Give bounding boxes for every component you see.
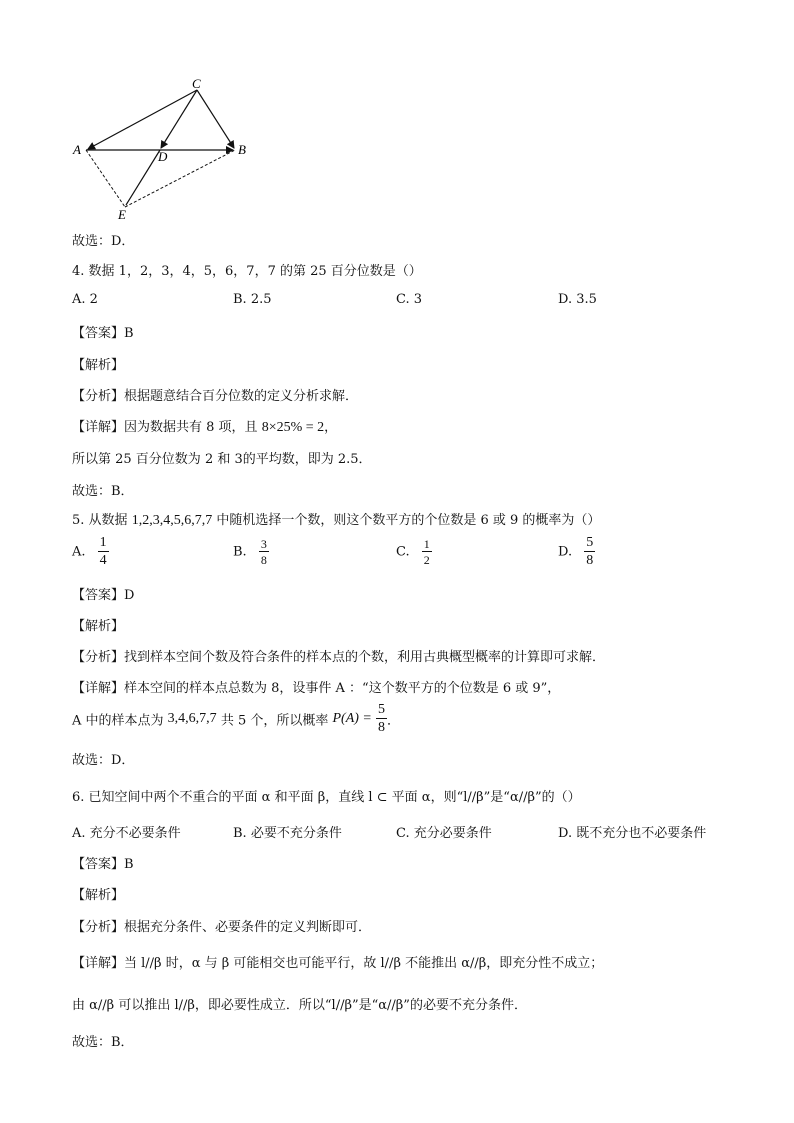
q5-option-c [396,538,432,566]
q5-option-a-label: A. [72,544,86,560]
q6-option-c: C. 充分必要条件 [396,826,492,841]
q3-conclusion: 故选：D． [72,234,135,249]
q6-option-b: B. 必要不充分条件 [233,826,342,841]
q6-analysis-head: 【解析】 [72,888,125,903]
q5-conclusion: 故选：D． [72,753,135,768]
q5-analysis: 【分析】找到样本空间个数及符合条件的样本点的个数，利用古典概型概率的计算即可求解． [72,650,606,665]
q5-detail-2-post: ． [387,713,401,729]
q6-stem: 6. 已知空间中两个不重合的平面 α 和平面 β，直线 l ⊂ 平面 α，则“l//β”是“α//β”的（） [72,790,581,805]
q5-detail-1: 【详解】样本空间的样本点总数为 8，设事件 A ：“这个数平方的个位数是 6 或 9”， [72,681,561,696]
segment-ca [88,90,197,149]
q5-option-c-den: 2 [423,553,430,567]
q5-option-b-num: 3 [260,537,267,551]
q5-option-b-fraction [259,538,269,566]
q5-option-a-fraction [98,536,109,568]
q5-option-a-den: 4 [99,553,107,568]
q5-option-a [72,536,109,568]
q5-detail-2-math: 3,4,6,7,7 [167,711,217,726]
label-c: C [192,76,201,91]
q5-detail-2-pre: A 中的样本点为 [72,713,164,729]
q6-detail-2: 由 α//β 可以推出 l//β，即必要性成立．所以“l//β”是“α//β”的必要不充分条件． [72,998,527,1013]
q4-stem: 4. 数据 1，2，3，4，5，6，7，7 的第 25 百分位数是（） [72,264,422,279]
q5-detail-2 [72,703,400,735]
label-a: A [73,142,81,157]
q5-stem-post: 中随机选择一个数，则这个数平方的个位数是 6 或 9 的概率为（） [216,513,601,528]
q5-option-d-label: D. [558,544,573,560]
q4-detail-1 [72,416,337,436]
label-d: D [158,149,168,164]
q5-option-b [233,538,269,566]
dashed-eb [125,150,235,207]
q4-detail-1-post: ， [324,420,338,435]
q5-answer: 【答案】D [72,588,135,603]
q4-detail-1-math: 8×25% = 2 [261,420,325,435]
q6-answer: 【答案】B [72,857,134,872]
q5-option-c-label: C. [396,544,410,560]
q4-answer: 【答案】B [72,326,134,341]
q6-conclusion: 故选：B． [72,1035,134,1050]
q5-option-b-den: 8 [260,553,267,567]
q4-option-b: B. 2.5 [233,292,272,307]
q6-option-a: A. 充分不必要条件 [72,826,181,841]
q4-option-a: A. 2 [72,292,98,307]
q5-detail-2-fraction [376,703,387,735]
q5-stem [72,509,600,529]
q4-option-d: D. 3.5 [558,292,597,307]
q4-option-c: C. 3 [396,292,423,307]
segment-cd [161,90,197,148]
q5-analysis-head: 【解析】 [72,619,125,634]
dashed-ae [86,150,125,207]
q4-analysis: 【分析】根据题意结合百分位数的定义分析求解． [72,389,359,404]
q5-option-c-fraction [422,538,432,566]
q5-option-a-num: 1 [99,535,107,550]
geometry-figure [70,75,260,225]
label-e: E [118,207,126,222]
q5-option-d [558,536,595,568]
q5-option-d-den: 8 [586,553,594,568]
q5-option-d-fraction [584,536,595,568]
q6-analysis: 【分析】根据充分条件、必要条件的定义判断即可． [72,920,372,935]
q6-option-d: D. 既不充分也不必要条件 [558,826,707,841]
segment-de [126,150,160,205]
q4-conclusion: 故选：B． [72,484,134,499]
q4-detail-1-text: 【详解】因为数据共有 8 项，且 [72,420,258,435]
q6-detail-1: 【详解】当 l//β 时，α 与 β 可能相交也可能平行，故 l//β 不能推出 α//β，即充分性不成立； [72,956,604,971]
q5-detail-2-prob: P(A) = [332,711,372,726]
q4-analysis-head: 【解析】 [72,358,125,373]
q5-detail-2-mid: 共 5 个，所以概率 [220,713,329,729]
q5-option-b-label: B. [233,544,247,560]
q5-detail-2-num: 5 [378,702,386,717]
label-b: B [238,142,246,157]
q5-stem-data: 1,2,3,4,5,6,7,7 [131,513,213,528]
q5-stem-pre: 5. 从数据 [72,513,128,528]
q5-option-d-num: 5 [586,535,594,550]
q4-detail-2: 所以第 25 百分位数为 2 和 3的平均数，即为 2.5． [72,452,372,467]
segment-cb [197,90,234,148]
q5-detail-2-den: 8 [378,720,386,735]
q5-option-c-num: 1 [423,537,430,551]
